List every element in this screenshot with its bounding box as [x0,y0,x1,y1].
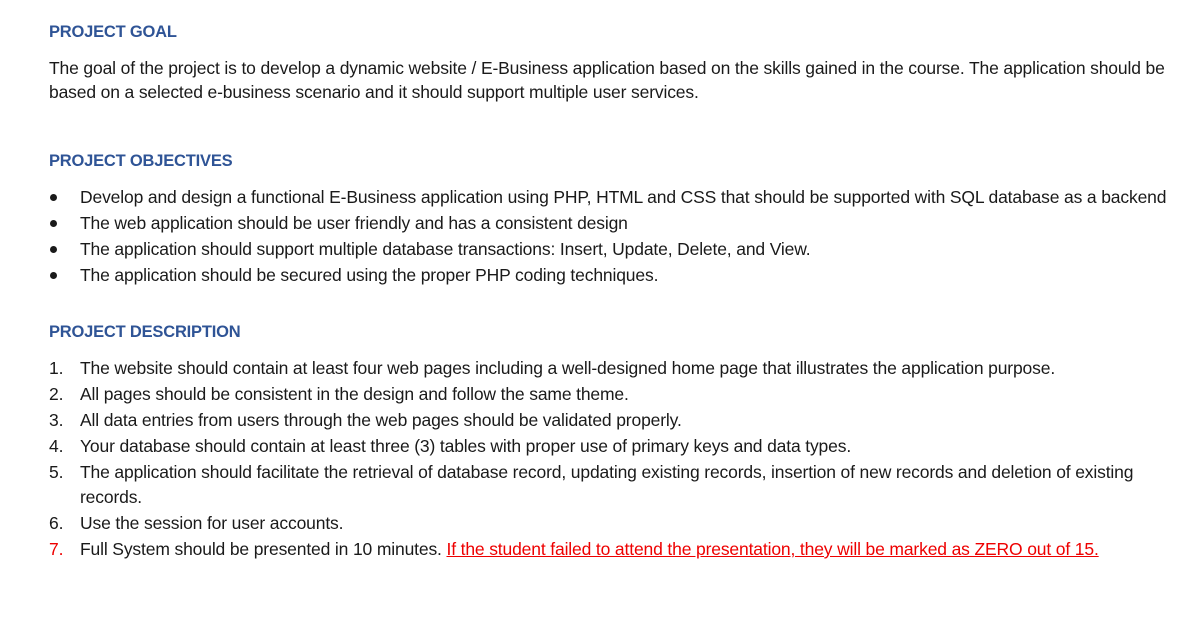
project-goal-heading: PROJECT GOAL [49,23,177,41]
objective-text: Develop and design a functional E-Business application using PHP, HTML and CSS that should be supported with SQL database as a backend [80,187,1167,207]
bullet-icon [50,220,57,227]
objective-text: The application should be secured using the proper PHP coding techniques. [80,265,659,285]
objectives-list [49,185,1189,288]
item-number: 4. [49,436,64,456]
list-item [49,511,1189,536]
description-list [49,356,1189,562]
item-number: 3. [49,410,64,430]
item-number: 6. [49,513,64,533]
list-item [49,537,1189,562]
project-description-heading: PROJECT DESCRIPTION [49,323,241,341]
description-text: Use the session for user accounts. [80,513,344,533]
warning-text: If the student failed to attend the presentation, they will be marked as ZERO out of 15. [446,539,1099,559]
document-body [49,20,1189,563]
description-text: Full System should be presented in 10 minutes. [80,539,447,559]
description-text: The website should contain at least four web pages including a well-designed home page that illustrates the application purpose. [80,358,1056,378]
list-item [49,211,1189,236]
project-objectives-heading: PROJECT OBJECTIVES [49,152,233,170]
objective-text: The application should support multiple database transactions: Insert, Update, Delete, and View. [80,239,811,259]
list-item [49,460,1189,510]
description-text: Your database should contain at least three (3) tables with proper use of primary keys and data types. [80,436,852,456]
item-number: 2. [49,384,64,404]
project-goal-text: The goal of the project is to develop a dynamic website / E-Business application based on the skills gained in the course. The application should be based on a selected e-business scenario and it should support multiple user services. [49,58,1165,102]
description-text: The application should facilitate the retrieval of database record, updating existing records, insertion of new records and deletion of existing records. [80,462,1134,507]
description-text: All data entries from users through the web pages should be validated properly. [80,410,682,430]
objective-text: The web application should be user friendly and has a consistent design [80,213,628,233]
bullet-icon [50,272,57,279]
list-item [49,185,1189,210]
item-number: 5. [49,462,64,482]
item-number: 7. [49,539,64,559]
list-item [49,356,1189,381]
list-item [49,237,1189,262]
list-item [49,408,1189,433]
bullet-icon [50,194,57,201]
list-item [49,434,1189,459]
item-number: 1. [49,358,64,378]
bullet-icon [50,246,57,253]
list-item [49,263,1189,288]
description-text: All pages should be consistent in the design and follow the same theme. [80,384,629,404]
list-item [49,382,1189,407]
